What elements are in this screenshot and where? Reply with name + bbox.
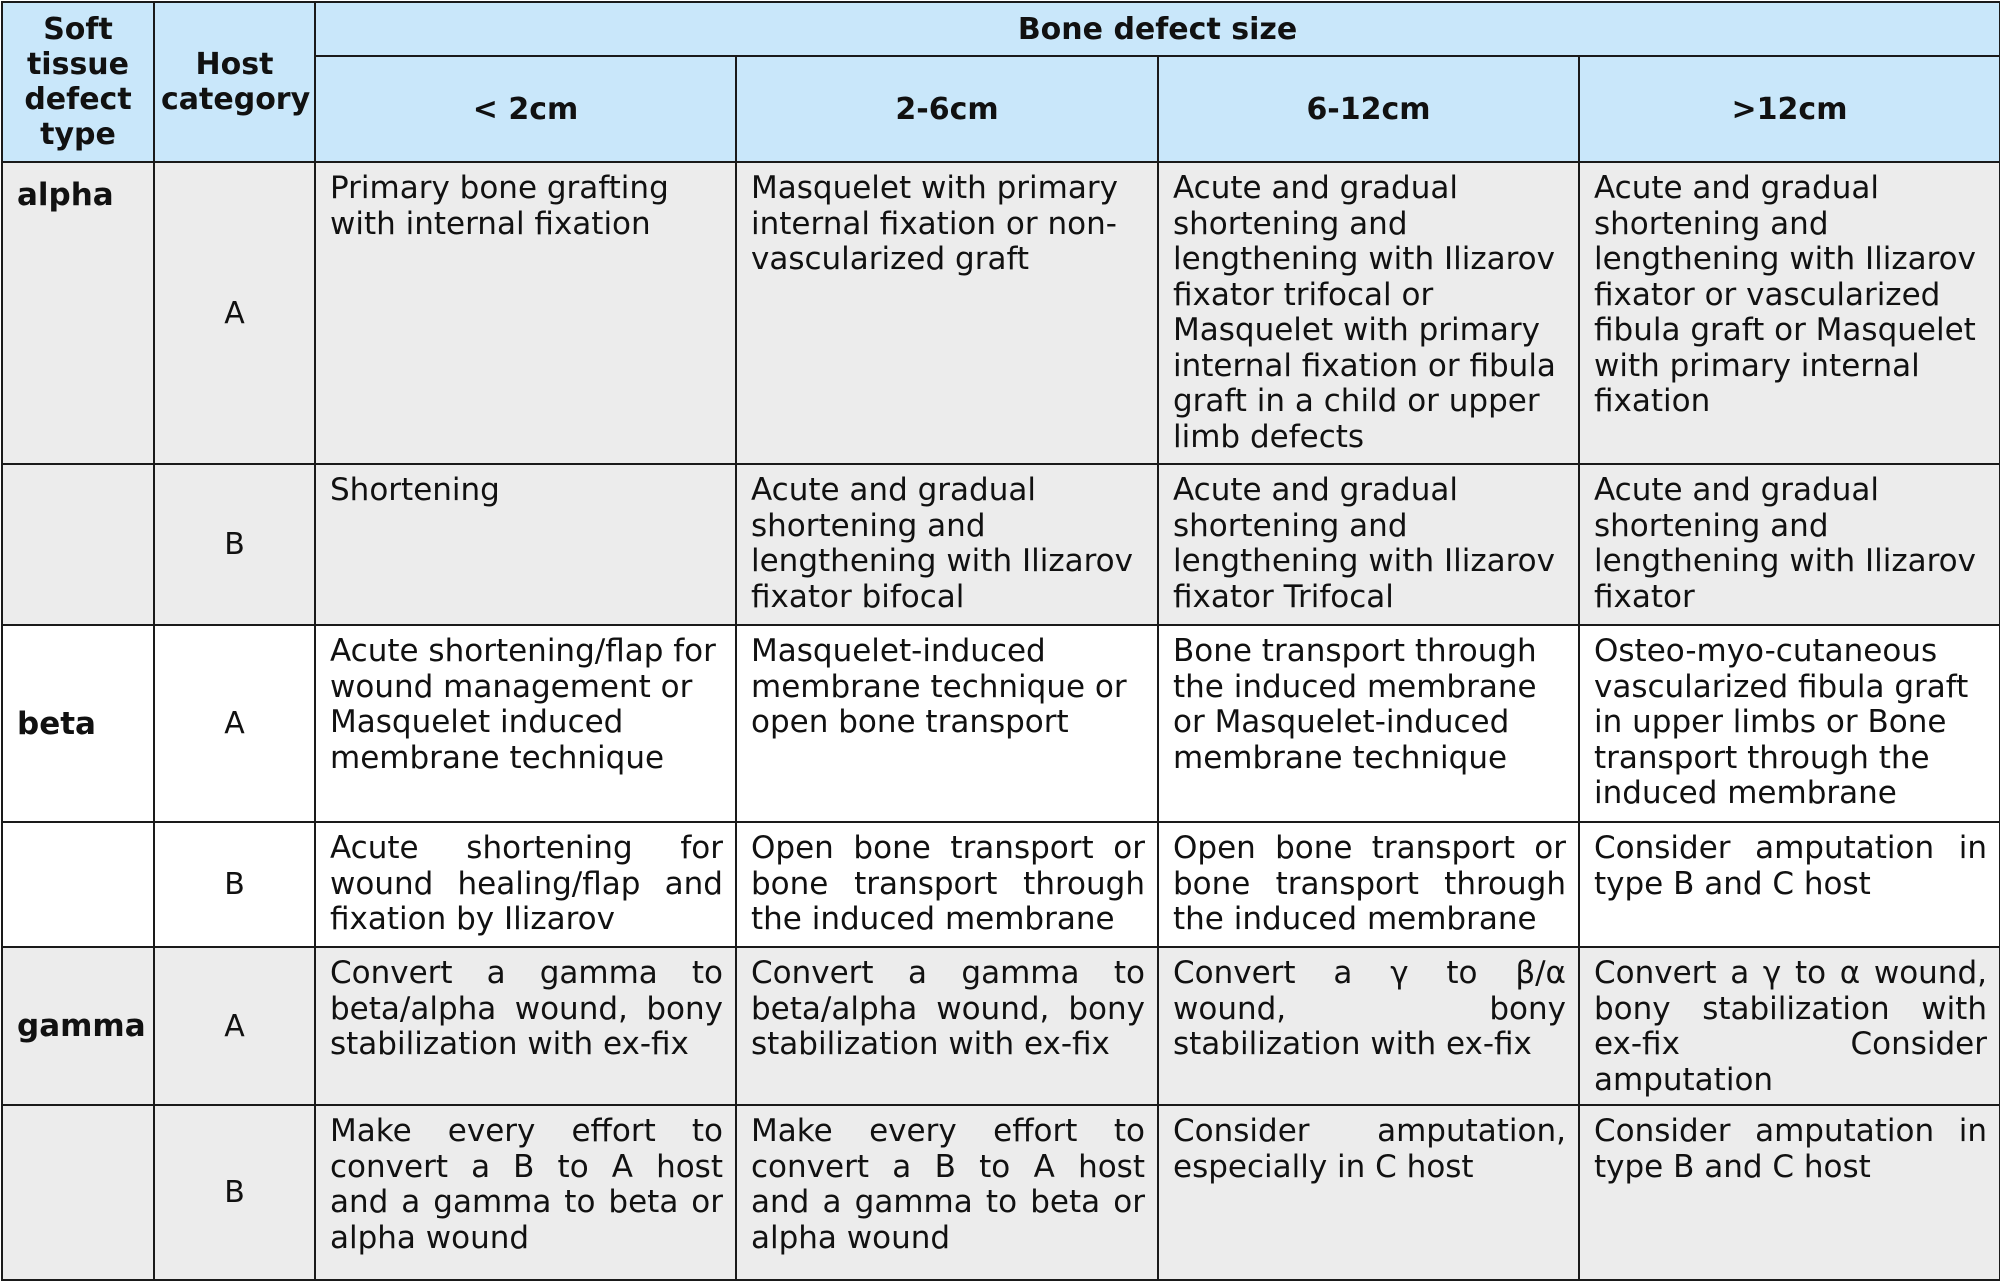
table-cell: Acute shortening/flap for wound management or Masquelet induced membrane technique bbox=[315, 625, 736, 822]
table-row bbox=[2, 162, 2000, 464]
host-category-label: B bbox=[154, 464, 315, 625]
table-cell: Convert a γ to α wound, bony stabilization with ex-fix Consider amputation bbox=[1579, 947, 2000, 1105]
table-cell: Consider amputation in type B and C host bbox=[1579, 822, 2000, 947]
host-category-label: A bbox=[154, 162, 315, 464]
host-category-label: B bbox=[154, 822, 315, 947]
table-cell: Shortening bbox=[315, 464, 736, 625]
table-cell: Make every effort to convert a B to A host and a gamma to beta or alpha wound bbox=[736, 1105, 1158, 1280]
tissue-type-label: alpha bbox=[2, 162, 154, 464]
table-cell: Make every effort to convert a B to A host and a gamma to beta or alpha wound bbox=[315, 1105, 736, 1280]
table-cell: Convert a gamma to beta/alpha wound, bony stabilization with ex-fix bbox=[736, 947, 1158, 1105]
table-cell: Open bone transport or bone transport through the induced membrane bbox=[1158, 822, 1579, 947]
tissue-type-label bbox=[2, 822, 154, 947]
table-cell: Convert a gamma to beta/alpha wound, bony stabilization with ex-fix bbox=[315, 947, 736, 1105]
table-row bbox=[2, 464, 2000, 625]
header-host-category: Host category bbox=[154, 2, 315, 162]
table-cell: Acute and gradual shortening and lengthening with Ilizarov fixator trifocal or Masquelet with primary internal fixation or fibula graft in a child or upper limb defects bbox=[1158, 162, 1579, 464]
host-category-label: A bbox=[154, 947, 315, 1105]
header-size-6-12cm: 6-12cm bbox=[1158, 56, 1579, 162]
table-row bbox=[2, 822, 2000, 947]
host-category-label: A bbox=[154, 625, 315, 822]
table-row bbox=[2, 1105, 2000, 1280]
tissue-type-label: gamma bbox=[2, 947, 154, 1105]
table-cell: Acute and gradual shortening and lengthening with Ilizarov fixator Trifocal bbox=[1158, 464, 1579, 625]
table-cell: Acute shortening for wound healing/flap and fixation by Ilizarov bbox=[315, 822, 736, 947]
table-cell: Consider amputation in type B and C host bbox=[1579, 1105, 2000, 1280]
table-row bbox=[2, 625, 2000, 822]
table-cell: Convert a γ to β/α wound, bony stabilization with ex-fix bbox=[1158, 947, 1579, 1105]
table-cell: Bone transport through the induced membrane or Masquelet-induced membrane technique bbox=[1158, 625, 1579, 822]
table-cell: Primary bone grafting with internal fixation bbox=[315, 162, 736, 464]
table-cell: Open bone transport or bone transport through the induced membrane bbox=[736, 822, 1158, 947]
header-size-lt-2cm: < 2cm bbox=[315, 56, 736, 162]
table-cell: Acute and gradual shortening and lengthening with Ilizarov fixator bbox=[1579, 464, 2000, 625]
table-cell: Acute and gradual shortening and lengthening with Ilizarov fixator or vascularized fibula graft or Masquelet with primary internal fixation bbox=[1579, 162, 2000, 464]
table-cell: Acute and gradual shortening and lengthening with Ilizarov fixator bifocal bbox=[736, 464, 1158, 625]
table-cell: Osteo-myo-cutaneous vascularized fibula graft in upper limbs or Bone transport through the induced membrane bbox=[1579, 625, 2000, 822]
header-soft-tissue-defect-type: Soft tissue defect type bbox=[2, 2, 154, 162]
table-cell: Consider amputation, especially in C host bbox=[1158, 1105, 1579, 1280]
header-bone-defect-size: Bone defect size bbox=[315, 2, 2000, 56]
tissue-type-label bbox=[2, 464, 154, 625]
table-row bbox=[2, 947, 2000, 1105]
bone-defect-treatment-table bbox=[1, 1, 2000, 1281]
tissue-type-label: beta bbox=[2, 625, 154, 822]
header-size-gt-12cm: >12cm bbox=[1579, 56, 2000, 162]
table-cell: Masquelet-induced membrane technique or open bone transport bbox=[736, 625, 1158, 822]
table-cell: Masquelet with primary internal fixation or non-vascularized graft bbox=[736, 162, 1158, 464]
host-category-label: B bbox=[154, 1105, 315, 1280]
tissue-type-label bbox=[2, 1105, 154, 1280]
header-size-2-6cm: 2-6cm bbox=[736, 56, 1158, 162]
